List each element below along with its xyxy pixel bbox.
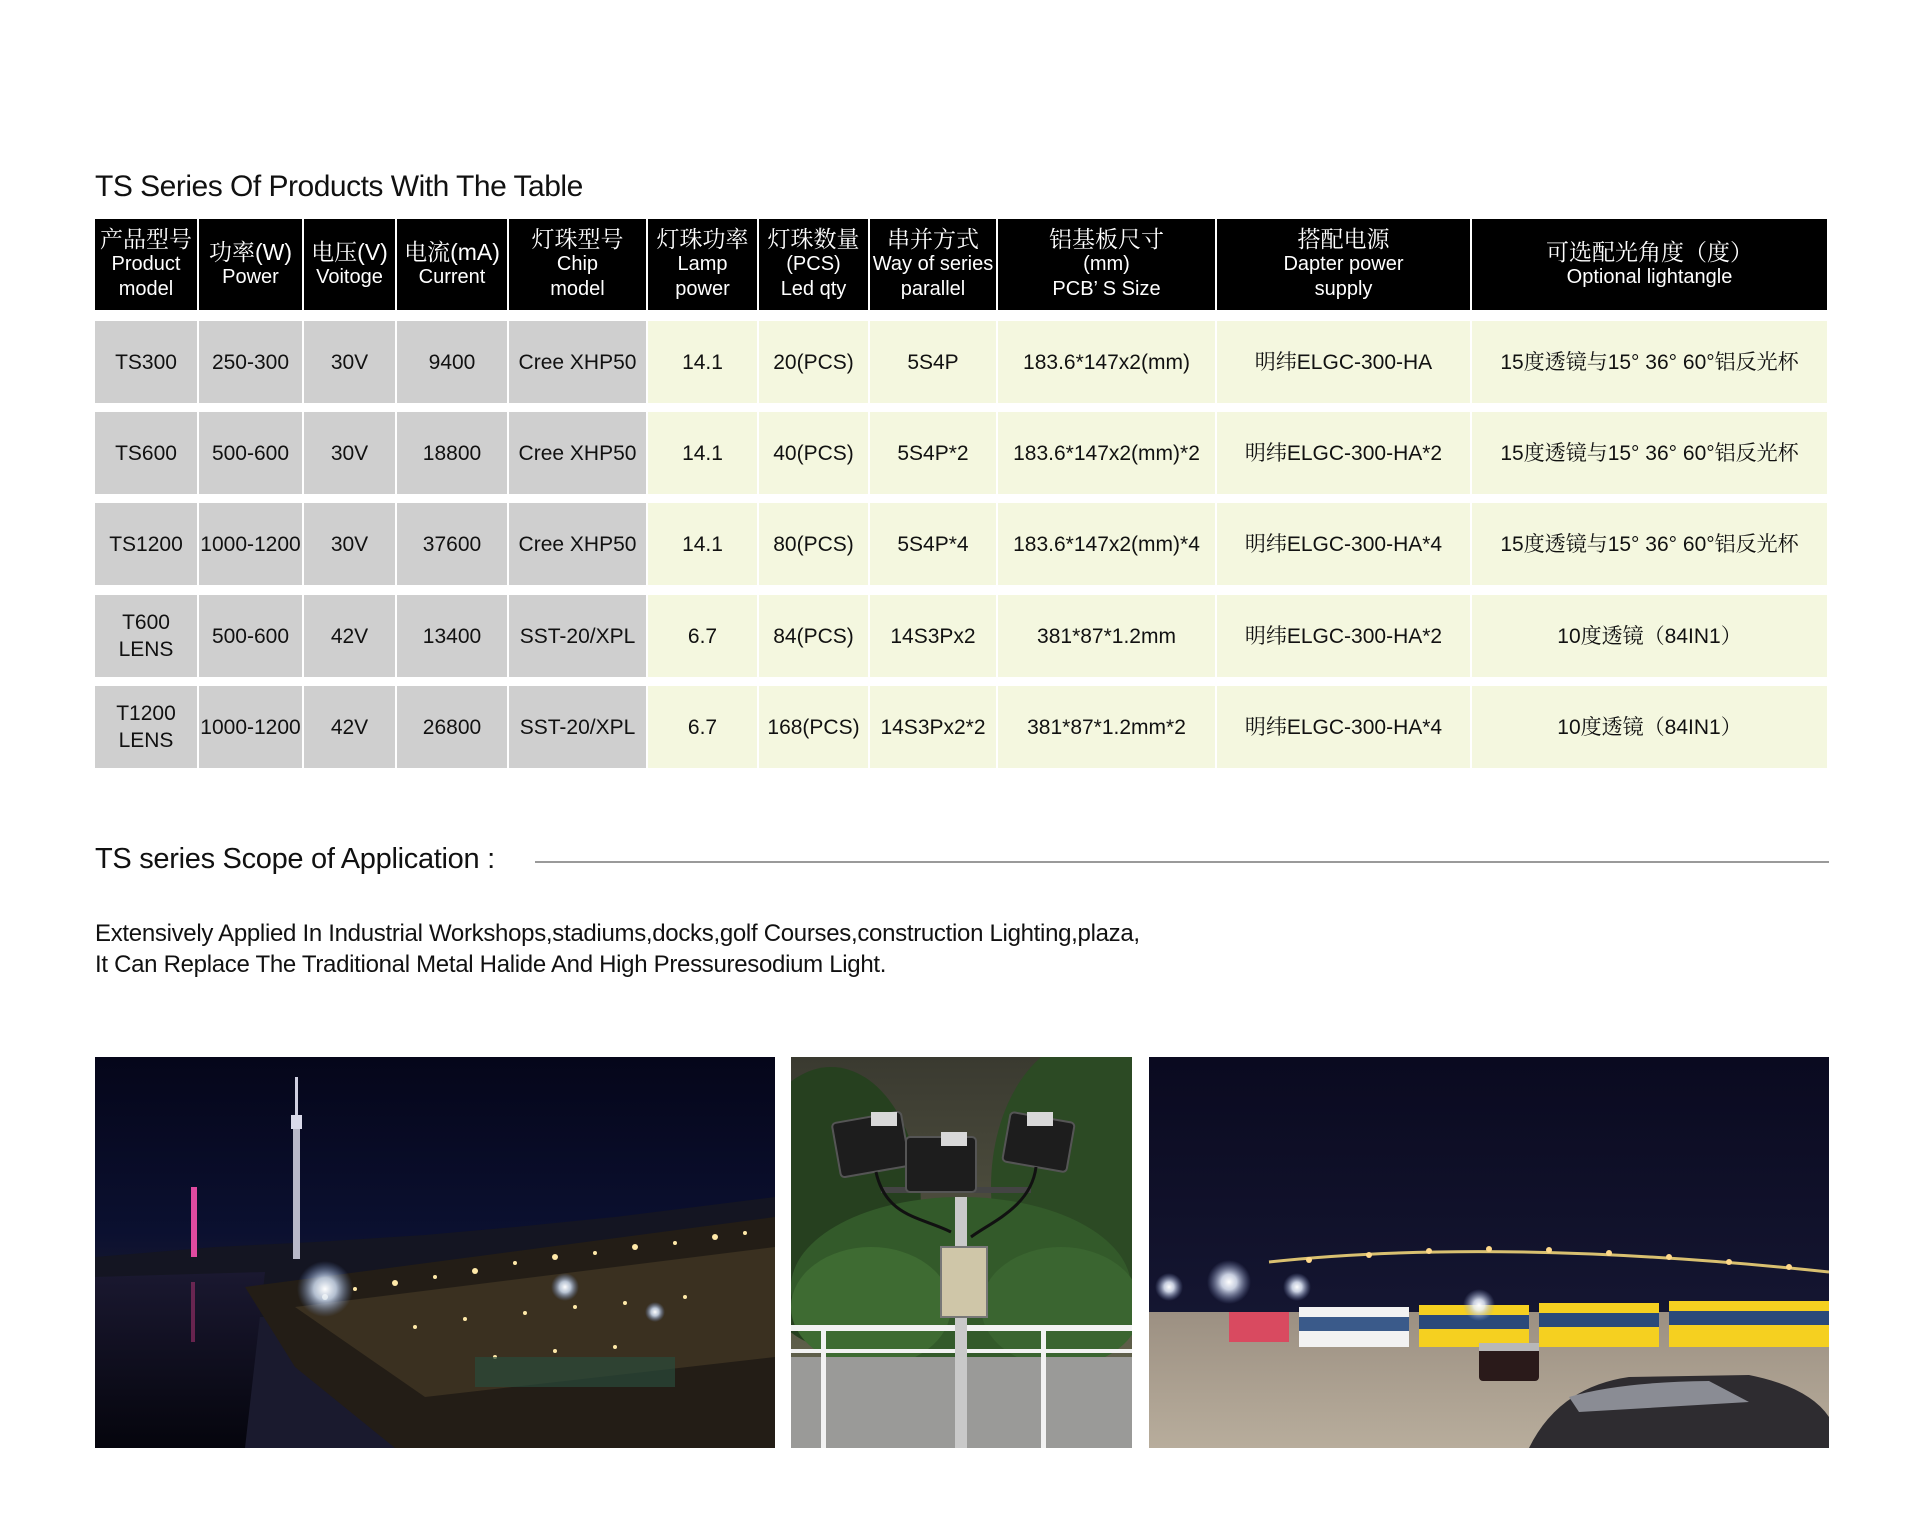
header-en-label: Chip: [556, 253, 599, 275]
cell-lamp-power: 6.7: [648, 595, 757, 677]
cell-chip-model: Cree XHP50: [509, 503, 646, 585]
cell-line: LENS: [118, 729, 174, 752]
cell-lamp-power: 6.7: [648, 686, 757, 768]
header-en-label: (PCS): [786, 253, 841, 275]
header-en-label: Current: [418, 265, 486, 288]
header-en-label: model: [118, 278, 174, 300]
cell-power: 250-300: [199, 321, 302, 403]
cell-pcb-size: 381*87*1.2mm: [998, 595, 1215, 677]
cell-voltage: 42V: [304, 595, 395, 677]
cell-power-supply: 明纬ELGC-300-HA*2: [1217, 595, 1470, 677]
description-line-1: Extensively Applied In Industrial Workshops,stadiums,docks,golf Courses,construction Lighting,plaza,: [95, 920, 1140, 947]
header-cn-label: 可选配光角度（度）: [1546, 238, 1753, 265]
cell-light-angle: 10度透镜（84IN1）: [1472, 686, 1827, 768]
header-cn-label: 灯珠功率: [656, 226, 749, 252]
header-power: [199, 219, 302, 310]
header-current: [397, 219, 507, 310]
cell-series-parallel: 14S3Px2: [870, 595, 996, 677]
cell-voltage: 30V: [304, 321, 395, 403]
cell-light-angle: 10度透镜（84IN1）: [1472, 595, 1827, 677]
header-cn-label: 铝基板尺寸: [1049, 226, 1164, 252]
cell-power-supply: 明纬ELGC-300-HA*2: [1217, 412, 1470, 494]
header-en-label: parallel: [900, 278, 966, 300]
cell-led-qty: 84(PCS): [759, 595, 868, 677]
cell-line: LENS: [118, 638, 174, 661]
header-led-qty: [759, 219, 868, 310]
cell-light-angle: 15度透镜与15° 36° 60°铝反光杯: [1472, 412, 1827, 494]
cell-current: 9400: [397, 321, 507, 403]
cell-lamp-power: 14.1: [648, 503, 757, 585]
cell-line: T600: [122, 611, 170, 634]
header-product-model: [95, 219, 197, 310]
cell-light-angle: 15度透镜与15° 36° 60°铝反光杯: [1472, 503, 1827, 585]
cell-product-model: [95, 412, 197, 494]
cell-line: T1200: [116, 702, 176, 725]
cell-pcb-size: 183.6*147x2(mm): [998, 321, 1215, 403]
header-cn-label: 功率(W): [208, 238, 293, 265]
cell-chip-model: Cree XHP50: [509, 412, 646, 494]
header-light-angle: [1472, 219, 1827, 310]
cell-led-qty: 20(PCS): [759, 321, 868, 403]
header-pcb-size: [998, 219, 1215, 310]
cell-power: 1000-1200: [199, 686, 302, 768]
cell-product-model: [95, 686, 197, 768]
cell-power: 500-600: [199, 412, 302, 494]
header-en-label: Led qty: [780, 278, 847, 300]
cell-line: TS300: [115, 350, 177, 374]
cell-lamp-power: 14.1: [648, 321, 757, 403]
header-cn-label: 产品型号: [100, 226, 192, 252]
header-en-label: Power: [222, 265, 279, 288]
cell-current: 26800: [397, 686, 507, 768]
header-en-label: Lamp: [677, 253, 728, 275]
header-cn-label: 电压(V): [311, 238, 388, 265]
header-en-label: (mm): [1083, 253, 1130, 275]
header-cn-label: 灯珠数量: [767, 226, 860, 252]
header-cn-label: 串并方式: [887, 226, 979, 252]
description-line-2: It Can Replace The Traditional Metal Halide And High Pressuresodium Light.: [95, 951, 887, 978]
cell-chip-model: SST-20/XPL: [509, 686, 646, 768]
cell-led-qty: 80(PCS): [759, 503, 868, 585]
cell-voltage: 30V: [304, 412, 395, 494]
cell-power-supply: 明纬ELGC-300-HA: [1217, 321, 1470, 403]
header-en-label: model: [550, 278, 605, 300]
header-cn-label: 灯珠型号: [531, 226, 624, 252]
cell-series-parallel: 5S4P*4: [870, 503, 996, 585]
cell-pcb-size: 183.6*147x2(mm)*4: [998, 503, 1215, 585]
cell-current: 13400: [397, 595, 507, 677]
scope-divider: [535, 861, 1829, 863]
scope-title: TS series Scope of Application :: [95, 843, 495, 875]
header-cn-label: 搭配电源: [1297, 226, 1390, 252]
header-power-supply: [1217, 219, 1470, 310]
header-en-label: PCB’ S Size: [1052, 278, 1161, 300]
cell-series-parallel: 14S3Px2*2: [870, 686, 996, 768]
cell-power-supply: 明纬ELGC-300-HA*4: [1217, 686, 1470, 768]
cell-pcb-size: 381*87*1.2mm*2: [998, 686, 1215, 768]
cell-series-parallel: 5S4P*2: [870, 412, 996, 494]
cell-lamp-power: 14.1: [648, 412, 757, 494]
cell-voltage: 30V: [304, 503, 395, 585]
cell-product-model: [95, 503, 197, 585]
header-en-label: Dapter power: [1283, 253, 1404, 275]
header-en-label: supply: [1314, 278, 1373, 300]
header-voltage: [304, 219, 395, 310]
cell-led-qty: 40(PCS): [759, 412, 868, 494]
header-en-label: Voitoge: [316, 265, 383, 288]
header-chip-model: [509, 219, 646, 310]
cell-series-parallel: 5S4P: [870, 321, 996, 403]
cell-current: 18800: [397, 412, 507, 494]
cell-current: 37600: [397, 503, 507, 585]
photo-night-city-harbor: [95, 1057, 775, 1448]
cell-voltage: 42V: [304, 686, 395, 768]
cell-line: TS1200: [109, 532, 183, 556]
cell-chip-model: SST-20/XPL: [509, 595, 646, 677]
header-series-parallel: [870, 219, 996, 310]
cell-led-qty: 168(PCS): [759, 686, 868, 768]
header-en-label: Optional lightangle: [1566, 265, 1733, 288]
cell-product-model: [95, 595, 197, 677]
cell-line: TS600: [115, 441, 177, 465]
cell-product-model: [95, 321, 197, 403]
cell-chip-model: Cree XHP50: [509, 321, 646, 403]
table-title: TS Series Of Products With The Table: [95, 170, 583, 204]
photo-bus-depot-night: [1149, 1057, 1829, 1448]
header-en-label: Product: [111, 253, 181, 275]
photo-floodlight-pole: [791, 1057, 1132, 1448]
cell-pcb-size: 183.6*147x2(mm)*2: [998, 412, 1215, 494]
header-en-label: Way of series: [872, 253, 994, 275]
header-lamp-power: [648, 219, 757, 310]
header-cn-label: 电流(mA): [404, 238, 500, 265]
cell-light-angle: 15度透镜与15° 36° 60°铝反光杯: [1472, 321, 1827, 403]
cell-power-supply: 明纬ELGC-300-HA*4: [1217, 503, 1470, 585]
cell-power: 1000-1200: [199, 503, 302, 585]
header-en-label: power: [675, 278, 730, 300]
cell-power: 500-600: [199, 595, 302, 677]
